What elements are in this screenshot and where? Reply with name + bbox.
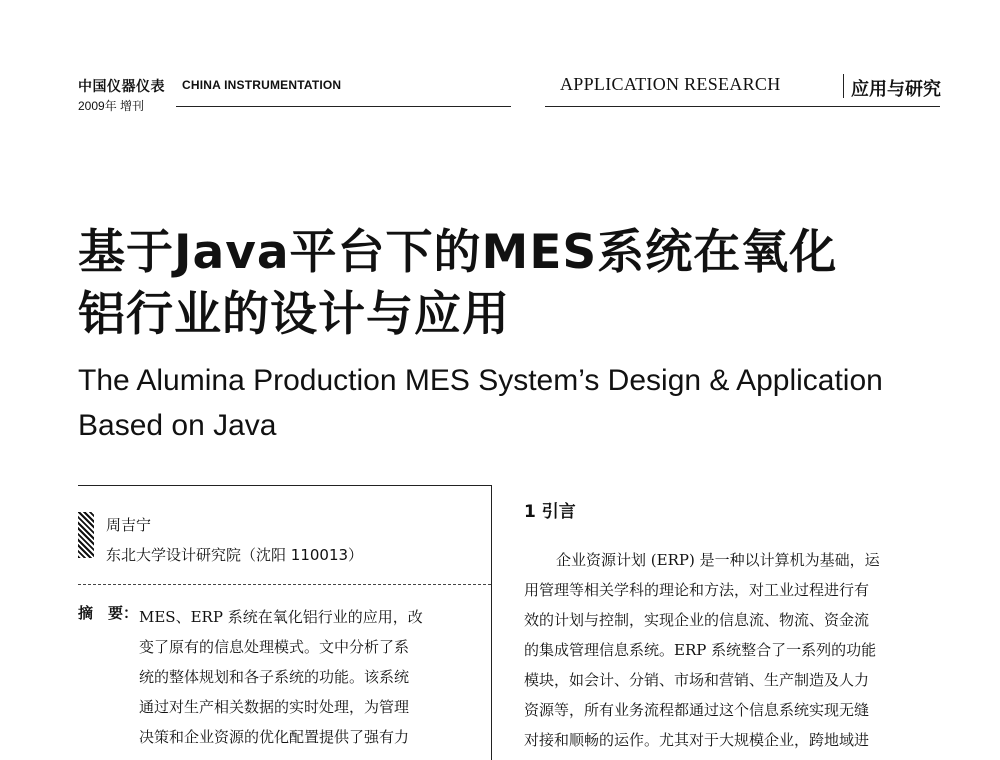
paper-title-en bbox=[78, 358, 958, 448]
section-heading-introduction: 1 引言 bbox=[524, 502, 576, 522]
body-line: 企业资源计划 (ERP) 是一种以计算机为基础，运 bbox=[556, 551, 880, 569]
paper-title-en-line-2: Based on Java bbox=[78, 409, 277, 442]
section-divider bbox=[843, 74, 844, 98]
issue-label: 2009年 增刊 bbox=[78, 99, 145, 113]
author-marker-icon bbox=[78, 512, 94, 558]
paper-title-cn bbox=[78, 222, 958, 346]
abstract-label: 摘 要： bbox=[78, 604, 139, 622]
body-line: 用管理等相关学科的理论和方法，对工业过程进行有 bbox=[524, 581, 870, 599]
body-line: 的集成管理信息系统。ERP 系统整合了一系列的功能 bbox=[524, 641, 877, 659]
author-box-top-rule bbox=[78, 485, 491, 486]
paper-title-cn-line-1: 基于Java平台下的MES系统在氧化 bbox=[78, 225, 838, 280]
abstract-line: 变了原有的信息处理模式。文中分析了系 bbox=[139, 638, 410, 656]
body-line: 效的计划与控制，实现企业的信息流、物流、资金流 bbox=[524, 611, 870, 629]
abstract-line: MES、ERP 系统在氧化铝行业的应用，改 bbox=[139, 608, 423, 626]
author-box-right-rule bbox=[491, 485, 492, 760]
abstract-line: 通过对生产相关数据的实时处理，为管理 bbox=[139, 698, 410, 716]
author-separator bbox=[78, 584, 491, 585]
header-rule-left bbox=[176, 106, 511, 107]
abstract-line: 统的整体规划和各子系统的功能。该系统 bbox=[139, 668, 410, 686]
body-line: 资源等，所有业务流程都通过这个信息系统实现无缝 bbox=[524, 701, 870, 719]
section-title-cn: 应用与研究 bbox=[851, 79, 941, 100]
header-rule-right bbox=[545, 106, 940, 107]
body-line: 对接和顺畅的运作。尤其对于大规模企业，跨地域进 bbox=[524, 731, 870, 749]
body-line: 模块，如会计、分销、市场和营销、生产制造及人力 bbox=[524, 671, 870, 689]
section-title-en: APPLICATION RESEARCH bbox=[560, 74, 781, 94]
paper-title-cn-line-2: 铝行业的设计与应用 bbox=[78, 287, 510, 342]
author-name: 周吉宁 bbox=[106, 516, 152, 534]
abstract-line: 决策和企业资源的优化配置提供了强有力 bbox=[139, 728, 410, 746]
introduction-body bbox=[524, 545, 944, 755]
paper-title-en-line-1: The Alumina Production MES System’s Design & Application bbox=[78, 364, 883, 397]
journal-name-en: CHINA INSTRUMENTATION bbox=[182, 78, 342, 92]
journal-name-cn: 中国仪器仪表 bbox=[78, 79, 165, 95]
abstract-body bbox=[139, 632, 484, 752]
author-affiliation: 东北大学设计研究院（沈阳 110013） bbox=[106, 546, 364, 564]
